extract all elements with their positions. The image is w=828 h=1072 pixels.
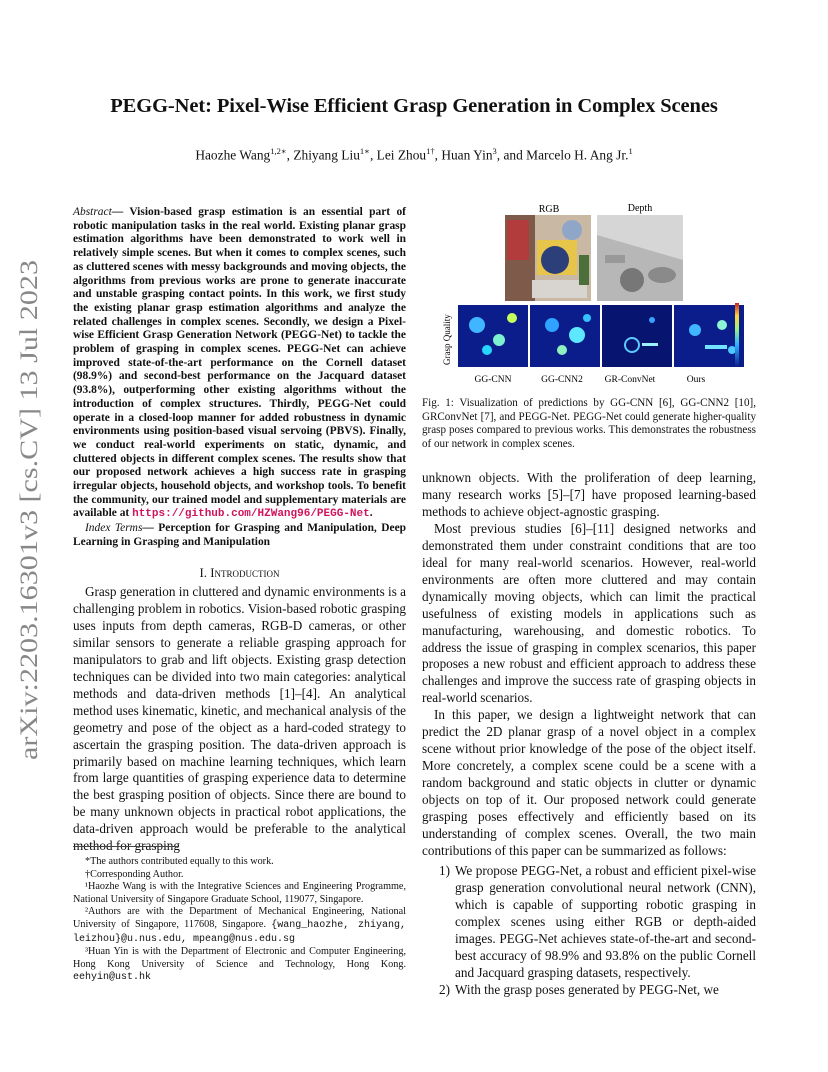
panel-ours (674, 305, 744, 367)
author-affiliation: 3 (492, 146, 497, 156)
author-name: Huan Yin (441, 147, 493, 163)
body-paragraph: In this paper, we design a lightweight network that can predict the 2D planar grasp of a novel object in a complex scene without prior knowledge of the pose of the object itself. More concretely, a complex scene could be a scene with a random background and static objects in clutter or dynamic objects on top of it. Our proposed network could generate grasping poses effectively and efficiently based on its understanding of complex scenes. Overall, the two main contributions of this paper can be summarized as follows: (422, 707, 756, 858)
body-paragraph: Most previous studies [6]–[11] designed networks and demonstrated them under constraint conditions that are too ideal for many real-world scenarios. However, real-world environments are often more cluttered and may contain dynamically moving objects, which can limit the practical usefulness of existing models in applications such as manufacturing, warehousing, and domestic robotics. To address the issue of grasping in complex scenarios, this paper proposes a new robust and efficient approach to address these challenges and improve the success rate of grasping objects in real-world scenarios. (422, 520, 756, 706)
abstract-label: Abstract (73, 206, 112, 218)
author-name: Marcelo H. Ang Jr. (526, 147, 629, 163)
rgb-image (505, 215, 591, 301)
abstract (73, 206, 406, 550)
abstract-text: — Vision-based grasp estimation is an essential part of robotic manipulation tasks in the real world. Existing planar grasp estimation algorithms have been demonstrated to work well in relatively simple scenes. But when it comes to complex scenes, such as cluttered scenes with messy backgrounds and moving objects, the algorithms from previous works are prone to generate inaccurate and unstable grasping contact points. In this work, we first study the existing planar grasp estimation algorithms and analyze the related challenges in complex scenes. Secondly, we design a Pixel-wise Efficient Grasp Generation Network (PEGG-Net) to tackle the problem of grasping in complex scenes. PEGG-Net can achieve improved state-of-the-art performance on the Cornell dataset (98.9%) and second-best performance on the Jacquard dataset (93.8%), outperforming other existing algorithms without the introduction of complex structures. Thirdly, PEGG-Net could operate in a closed-loop manner for added robustness in dynamic environments using position-based visual servoing (PBVS). Finally, we conduct real-world experiments on static, dynamic, and cluttered objects in different complex scenes. The results show that our proposed network achieves a high success rate in grasping irregular objects, household objects, and workshop tools. To benefit the community, our trained model and supplementary materials are available at (73, 206, 406, 520)
footnote: †Corresponding Author. (85, 868, 184, 880)
depth-image (597, 215, 683, 301)
footnote-text: ³Huan Yin is with the Department of Electronic and Computer Engineering, Hong Kong University of Science and Technology, Hong Kong. (73, 946, 406, 970)
section-heading-text: I. Introduction (199, 566, 280, 580)
footnote: *The authors contributed equally to this work. (85, 856, 274, 867)
paper-title: PEGG-Net: Pixel-Wise Efficient Grasp Generation in Complex Scenes (110, 95, 718, 117)
figure-caption (422, 397, 756, 451)
author-name: Haozhe Wang (195, 147, 271, 163)
fig-label-ours: Ours (686, 375, 706, 385)
author-affiliation: 1 (628, 146, 633, 156)
footnote-text: ²Authors are with the Department of Mechanical Engineering, National University of Singapore, 117608, Singapore. (73, 906, 406, 930)
author-affiliation: 1∗ (359, 146, 370, 156)
panel-gg-cnn (458, 305, 528, 367)
fig-label-rgb: RGB (538, 204, 560, 215)
author-name: Lei Zhou (376, 147, 427, 163)
fig-label-gg-cnn2: GG-CNN2 (541, 375, 583, 385)
arxiv-stamp-text: arXiv:2203.16301v3 [cs.CV] 13 Jul 2023 (16, 344, 43, 760)
figure-1-graphic (437, 200, 747, 390)
section-heading (73, 566, 406, 581)
fig-label-gr-convnet: GR-ConvNet (604, 375, 656, 385)
footnote (73, 946, 406, 985)
panel-gg-cnn2 (530, 305, 600, 367)
contributions-list (422, 863, 756, 999)
abstract-paragraph: Abstract— Vision-based grasp estimation is an essential part of robotic manipulation tasks in the real world. Existing planar grasp estimation algorithms have been demonstrated to work well in relatively simple scenes. But when it comes to complex scenes, such as cluttered scenes with messy backgrounds and moving objects, the algorithms from previous works are prone to generate inaccurate and unstable grasping contact points. In this work, we first study the existing planar grasp estimation algorithms and analyze the related challenges in complex scenes. Secondly, we design a Pixel-wise Efficient Grasp Generation Network (PEGG-Net) to tackle the problem of grasping in complex scenes. PEGG-Net can achieve improved state-of-the-art performance on the Cornell dataset (98.9%) and second-best performance on the Jacquard dataset (93.8%), outperforming other existing algorithms without the introduction of complex structures. Thirdly, PEGG-Net could operate in a closed-loop manner for added robustness in dynamic environments using position-based visual servoing (PBVS). Finally, we conduct real-world experiments on static, dynamic, and cluttered objects in different complex scenes. The results show that our proposed network achieves a high success rate in grasping irregular objects, household objects, and workshop tools. To benefit the community, our trained model and supplementary materials are available at https://github.com/HZWang96/PEGG-Net. (73, 206, 406, 521)
list-item-text: With the grasp poses generated by PEGG-Net, we (455, 981, 719, 997)
footnote (73, 906, 406, 946)
list-item-number: 1) (439, 862, 450, 878)
fig-label-gg-cnn: GG-CNN (474, 375, 512, 385)
footnote-email: {wang_haozhe, zhiyang, leizhou}@u.nus.edu, mpeang@nus.edu.sg (73, 919, 406, 945)
panel-gr-convnet (602, 305, 672, 367)
footnote-rule (73, 846, 178, 847)
body-paragraph: unknown objects. With the proliferation of deep learning, many research works [5]–[7] have proposed learning-based methods to achieve object-agnostic grasping. (422, 470, 756, 519)
right-column-body (422, 470, 756, 999)
author-affiliation: 1† (426, 146, 435, 156)
author-name: Zhiyang Liu (293, 147, 360, 163)
github-link[interactable]: https://github.com/HZWang96/PEGG-Net (132, 508, 370, 521)
footnotes (73, 856, 406, 985)
index-terms-text: — Perception for Grasping and Manipulation, Deep Learning in Grasping and Manipulation (73, 522, 407, 548)
fig-side-label: Grasp Quality (442, 314, 452, 365)
footnote-email: eehyin@ust.hk (73, 972, 152, 984)
list-item (422, 982, 756, 999)
fig-label-depth: Depth (627, 203, 653, 214)
index-terms (73, 522, 406, 549)
list-item-number: 2) (439, 981, 450, 997)
footnote: ¹Haozhe Wang is with the Integrative Sciences and Engineering Programme, National University of Singapore Graduate School, 119077, Singapore. (73, 881, 406, 905)
colorbar (735, 303, 739, 367)
intro-text: Grasp generation in cluttered and dynamic environments is a challenging problem in robotics. Vision-based robotic grasping uses inputs from depth cameras, RGB-D cameras, or other similar sensors to generate a reliable grasping approach for manipulators to grab and lift objects. Existing grasp detection techniques can be divided into two main categories: analytical methods and data-driven methods [1]–[4]. An analytical method uses kinematic, kinetic, and mechanical analysis of the geometry and pose of the object as a hard-coded strategy to ascertain the grasping position. The data-driven approach is primarily based on machine learning techniques, which learn from large quantities of grasping experience data to determine the best grasping position of objects. Since there are bound to be many unknown objects in practical robot applications, the data-driven approach would be preferable to the analytical method for grasping (73, 584, 406, 854)
figure-1 (437, 200, 747, 390)
author-affiliation: 1,2∗ (270, 146, 287, 156)
list-item (422, 863, 756, 982)
author-list: Haozhe Wang$^{1,2∗}$, Zhiyang Liu$^{1∗}$, Lei Zhou$^{1\dagger}$, Huan Yin$^3$, and Marcelo H. Ang Jr.$^1$ (195, 146, 633, 163)
intro-paragraph-1 (73, 584, 406, 855)
index-terms-label: Index Terms (85, 522, 143, 535)
list-item-text: We propose PEGG-Net, a robust and efficient pixel-wise grasp generation convolutional neural network (CNN), which is capable of supporting robotic grasping in complex scenes using either RGB or depth-aided images. PEGG-Net achieves state-of-the-art and second-best accuracy of 98.9% and 93.8% on the public Cornell and Jacquard grasping datasets, respectively. (455, 862, 756, 980)
arxiv-stamp (10, 250, 46, 770)
figure-caption-text: Fig. 1: Visualization of predictions by GG-CNN [6], GG-CNN2 [10], GRConvNet [7], and PEGG-Net. PEGG-Net could generate higher-quality grasp poses compared to previous works. This demonstrates the robustness of our network in complex scenes. (422, 397, 756, 450)
